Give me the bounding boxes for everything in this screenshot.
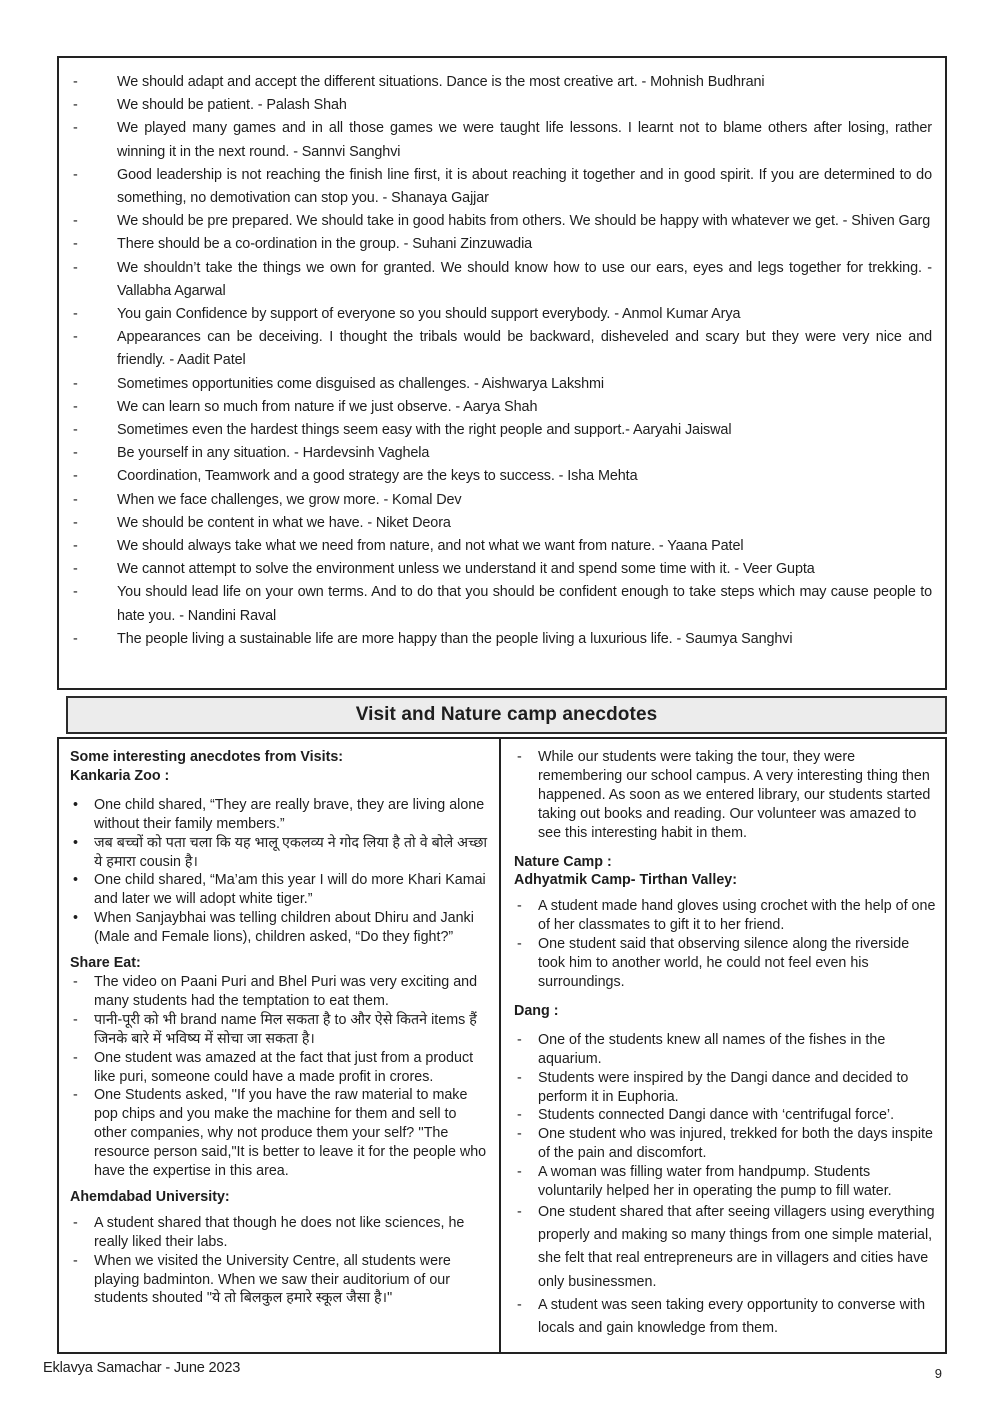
student-quotes-list [71,71,932,651]
bullet-marker: - [73,1087,78,1104]
list-item [70,909,492,947]
list-item-text: We cannot attempt to solve the environment unless we understand it and spend some time with it. - Veer Gupta [117,561,815,578]
list-item [70,1086,492,1181]
spacer [70,947,492,954]
bullet-marker: • [73,796,79,813]
spacer [514,1021,937,1031]
list-item-text: You gain Confidence by support of everyone so you should support everybody. - Anmol Kumar Arya [117,306,741,323]
list-item-text: One student said that observing silence along the riverside took him to another world, he could not feel even his surroundings. [538,936,910,990]
list-item [70,1214,492,1252]
spacer [70,1181,492,1188]
list-item-text: You should lead life on your own terms. And to do that you should be confident enough to take steps which may cause people to hate you. - Nandini Raval [117,584,932,624]
dang-heading: Dang : [514,1002,559,1019]
list-item [71,489,932,512]
student-quotes-section [57,56,947,690]
ahemdabad-university-list [70,1214,492,1309]
list-item-text: We should always take what we need from nature, and not what we want from nature. - Yaana Patel [117,538,744,555]
bullet-marker: - [73,1011,78,1028]
list-item-text: The people living a sustainable life are more happy than the people living a luxurious life. - Saumya Sanghvi [117,630,793,647]
list-item [70,973,492,1011]
anecdotes-section [57,737,947,1354]
bullet-marker: • [73,834,79,851]
list-item-text: One of the students knew all names of the fishes in the aquarium. [538,1031,886,1067]
bullet-marker: - [73,973,78,990]
list-item [514,897,937,935]
list-item [71,535,932,558]
bullet-marker: - [73,166,78,183]
tour-intro-list [514,748,937,843]
list-item [71,373,932,396]
bullet-marker: - [517,1164,522,1181]
bullet-marker: - [73,375,78,392]
bullet-marker: - [73,514,78,531]
list-item [71,581,932,627]
bullet-marker: - [517,1107,522,1124]
list-item-text: Good leadership is not reaching the finish line first, it is about reaching it together and in good spirit. If you are determined to do something, no demotivation can stop you. - Shanaya Gajjar [117,166,932,207]
bullet-marker: - [73,97,78,114]
list-item [70,871,492,909]
ahemdabad-university-heading: Ahemdabad University: [70,1188,230,1205]
list-item [71,164,932,210]
list-item [514,935,937,992]
list-item-text: Students were inspired by the Dangi dance and decided to perform it in Euphoria. [538,1069,909,1105]
list-item [70,796,492,834]
list-item-text: Be yourself in any situation. - Hardevsinh Vaghela [117,445,430,462]
page-number: 9 [934,1366,942,1381]
list-item-text: जब बच्चों को पता चला कि यह भालू एकलव्य ने गोद लिया है तो वे बोले अच्छा ये हमारा cousin है। [94,834,488,870]
list-item [514,748,937,843]
nature-camp-list [514,897,937,992]
bullet-marker: • [73,910,79,927]
list-item [71,396,932,419]
bullet-marker: - [517,1203,522,1220]
list-item-text: One student who was injured, trekked for both the days inspite of the pain and discomfort. [538,1126,933,1162]
spacer [514,843,937,853]
spacer [70,1207,492,1214]
bullet-marker: - [73,1252,78,1269]
list-item [71,558,932,581]
bullet-marker: - [73,491,78,508]
list-item-text: We should be pre prepared. We should take in good habits from others. We should be happy with whatever we get. - Shiven Garg [117,213,931,230]
section-title: Visit and Nature camp anecdotes [355,704,658,725]
kankaria-zoo-list [70,796,492,947]
list-item [71,233,932,256]
list-item [71,71,932,94]
bullet-marker: - [73,538,78,555]
dang-list [514,1031,937,1340]
newsletter-footer: Eklavya Samachar - June 2023 [43,1360,241,1376]
list-item [71,257,932,303]
list-item-text: There should be a co-ordination in the group. - Suhani Zinzuwadia [117,236,533,253]
list-item-text: When we visited the University Centre, all students were playing badminton. When we saw their auditorium of our students shouted "ये तो बिलकुल हमारे स्कूल जैसा है।" [94,1252,451,1307]
list-item [70,1049,492,1087]
bullet-marker: - [517,1069,522,1086]
list-item-text: Appearances can be deceiving. I thought the tribals would be backward, disheveled and scary but they were very nice and friendly. - Aadit Patel [117,329,932,369]
section-header-bar [66,696,947,734]
list-item [71,442,932,465]
bullet-marker: - [73,422,78,439]
spacer [70,786,492,796]
bullet-marker: - [517,749,522,765]
list-item-text: A student shared that though he does not like sciences, he really liked their labs. [94,1214,465,1250]
list-item-text: One student shared that after seeing villagers using everything properly and making so many things from one simple material, she felt that real entrepreneurs are in villagers and cities have only businessmen. [538,1203,935,1290]
list-item [71,326,932,372]
bullet-marker: - [73,306,78,323]
list-item-text: When Sanjaybhai was telling children about Dhiru and Janki (Male and Female lions), children asked, “Do they fight?” [94,910,474,946]
bullet-marker: - [517,1296,522,1313]
list-item-text: One child shared, “Ma’am this year I will do more Khari Kamai and later we will adopt white tiger.” [94,872,486,908]
list-item [71,303,932,326]
bullet-marker: - [73,561,78,578]
bullet-marker: - [73,259,78,276]
bullet-marker: - [517,898,522,915]
spacer [514,890,937,897]
list-item-text: We should be patient. - Palash Shah [117,97,347,114]
list-item-text: When we face challenges, we grow more. - Komal Dev [117,491,462,508]
bullet-marker: • [73,872,79,889]
list-item [70,834,492,872]
kankaria-zoo-heading: Kankaria Zoo : [70,767,170,784]
list-item-text: One Students asked, ''If you have the raw material to make pop chips and you make the machine for them and sell to other companies, why not produce them your self? ''The resource person said,"It is better to leave it for the people who have the expertise in this area. [94,1087,487,1180]
list-item [71,628,932,651]
list-item-text: A student was seen taking every opportunity to converse with locals and gain knowledge from them. [538,1296,926,1336]
list-item [71,210,932,233]
list-item [71,117,932,163]
spacer [514,992,937,1002]
list-item-text: Sometimes even the hardest things seem easy with the right people and support.- Aaryahi Jaiswal [117,422,732,439]
list-item-text: We played many games and in all those games we were taught life lessons. I learnt not to blame others after losing, rather winning it in the next round. - Sannvi Sanghvi [117,120,932,160]
bullet-marker: - [517,1031,522,1048]
bullet-marker: - [73,468,78,485]
list-item [70,1252,492,1309]
list-item-text: A woman was filling water from handpump. Students voluntarily helped her in operating the pump to fill water. [538,1164,892,1200]
list-item [514,1031,937,1069]
list-item [71,465,932,488]
list-item-text: One child shared, “They are really brave, they are living alone without their family members.” [94,796,485,832]
list-item [514,1294,937,1340]
bullet-marker: - [73,398,78,415]
list-item-text: Coordination, Teamwork and a good strategy are the keys to success. - Isha Mehta [117,468,638,485]
bullet-marker: - [73,1214,78,1231]
bullet-marker: - [73,329,78,346]
bullet-marker: - [517,936,522,953]
list-item-text: A student made hand gloves using crochet with the help of one of her classmates to gift it to her friend. [538,898,936,934]
list-item [514,1069,937,1107]
list-item-text: पानी-पूरी को भी brand name मिल सकता है to और ऐसे कितने items हैं जिनके बारे में भविष्य में सोचा जा सकता है। [94,1011,477,1047]
bullet-marker: - [73,236,78,253]
bullet-marker: - [517,1126,522,1143]
list-item [71,94,932,117]
list-item-text: We should adapt and accept the different situations. Dance is the most creative art. - Mohnish Budhrani [117,74,765,90]
list-item-text: We shouldn’t take the things we own for granted. We should know how to use our ears, eyes and legs together for trekking. - Vallabha Agarwal [117,259,932,299]
left-column [59,739,499,1352]
list-item [71,512,932,535]
list-item-text: Sometimes opportunities come disguised as challenges. - Aishwarya Lakshmi [117,375,605,392]
list-item [514,1201,937,1294]
list-item [514,1163,937,1201]
share-eat-list [70,973,492,1181]
list-item-text: Students connected Dangi dance with ‘centrifugal force’. [538,1107,895,1124]
nature-camp-heading: Nature Camp : [514,853,612,870]
list-item [70,1011,492,1049]
adhyatmik-camp-heading: Adhyatmik Camp- Tirthan Valley: [514,872,737,889]
list-item-text: We should be content in what we have. - Niket Deora [117,514,451,531]
list-item [514,1125,937,1163]
bullet-marker: - [73,445,78,462]
bullet-marker: - [73,1049,78,1066]
list-item [71,419,932,442]
right-column [501,739,945,1352]
visits-heading: Some interesting anecdotes from Visits: [70,749,344,765]
bullet-marker: - [73,630,78,647]
share-eat-heading: Share Eat: [70,955,141,972]
bullet-marker: - [73,584,78,601]
bullet-marker: - [73,74,78,90]
list-item [514,1106,937,1125]
bullet-marker: - [73,120,78,137]
list-item-text: While our students were taking the tour, they were remembering our school campus. A very interesting thing then happened. As soon as we entered library, our students started taking out books and reading. Our volunteer was amazed to see this interesting habit in them. [538,749,931,841]
bullet-marker: - [73,213,78,230]
list-item-text: The video on Paani Puri and Bhel Puri was very exciting and many students had the temptation to eat them. [94,973,478,1009]
list-item-text: One student was amazed at the fact that just from a product like puri, someone could have a made profit in crores. [94,1049,474,1085]
list-item-text: We can learn so much from nature if we just observe. - Aarya Shah [117,398,538,415]
